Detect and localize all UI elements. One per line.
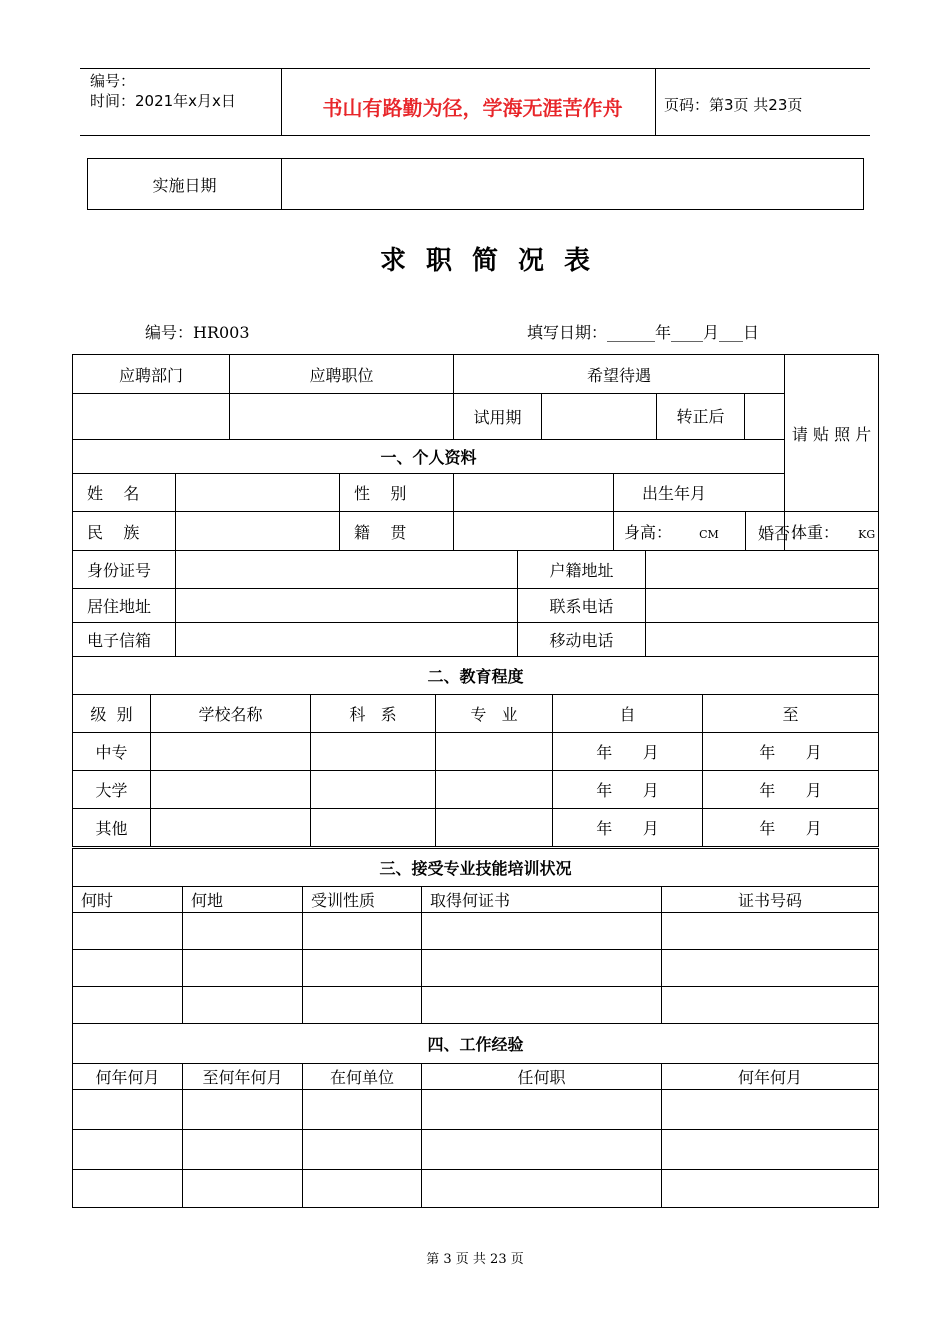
mobile-label: 移动电话 <box>518 623 646 657</box>
email-label: 电子信箱 <box>73 623 176 657</box>
work-cell[interactable] <box>183 1130 303 1170</box>
form-number: 编号：HR003 <box>145 323 250 342</box>
edu-major[interactable] <box>436 771 553 809</box>
photo-box: 请 贴 照 片 <box>785 355 879 512</box>
work-header-from: 何年何月 <box>73 1064 183 1090</box>
education-table <box>72 656 879 847</box>
impl-date-table <box>87 158 864 210</box>
height-unit: CM <box>699 527 719 541</box>
table-row <box>73 913 879 950</box>
regular-cell[interactable] <box>657 394 785 440</box>
edu-level: 中专 <box>73 733 151 771</box>
native-label: 籍 贯 <box>340 512 454 551</box>
table-row <box>73 1090 879 1130</box>
hukou-value[interactable] <box>646 551 879 589</box>
ethnic-label: 民 族 <box>73 512 176 551</box>
header-bottom-line <box>80 135 870 136</box>
impl-date-value[interactable] <box>282 159 864 210</box>
table-row <box>73 950 879 987</box>
section-training-heading: 三、接受专业技能培训状况 <box>73 849 879 887</box>
table-row <box>73 987 879 1024</box>
work-cell[interactable] <box>662 1130 879 1170</box>
train-header-when: 何时 <box>73 887 183 913</box>
trial-label: 试用期 <box>454 394 542 440</box>
height-label: 身高： <box>624 522 673 542</box>
edu-dept[interactable] <box>311 809 436 847</box>
gender-value[interactable] <box>454 474 614 512</box>
regular-label: 转正后 <box>657 394 745 439</box>
header-motto: 书山有路勤为径，学海无涯苦作舟 <box>322 96 623 120</box>
gender-label: 性 别 <box>340 474 454 512</box>
birth-label <box>614 474 785 512</box>
id-label: 身份证号 <box>73 551 176 589</box>
address-value[interactable] <box>176 589 518 623</box>
edu-to[interactable]: 年 月 <box>703 809 879 847</box>
work-cell[interactable] <box>73 1170 183 1208</box>
train-cell[interactable] <box>422 913 662 950</box>
header-top-line <box>80 68 870 69</box>
page-footer: 第 3 页 共 23 页 <box>426 1252 524 1267</box>
edu-header-school: 学校名称 <box>151 695 311 733</box>
work-cell[interactable] <box>662 1170 879 1208</box>
email-value[interactable] <box>176 623 518 657</box>
header-divider-2 <box>655 68 656 136</box>
contact-table <box>72 550 879 657</box>
train-cell[interactable] <box>422 987 662 1024</box>
edu-from[interactable]: 年 月 <box>553 733 703 771</box>
apply-position-value[interactable] <box>230 394 454 440</box>
train-header-certno: 证书号码 <box>662 887 879 913</box>
section-work-heading: 四、工作经验 <box>73 1024 879 1064</box>
married-label: 婚否： <box>758 524 807 543</box>
apply-position-label: 应聘职位 <box>230 355 454 394</box>
work-cell[interactable] <box>183 1170 303 1208</box>
train-cell[interactable] <box>183 950 303 987</box>
edu-major[interactable] <box>436 733 553 771</box>
work-cell[interactable] <box>73 1090 183 1130</box>
header-time: 时间：2021年x月x日 <box>90 92 236 110</box>
train-cell[interactable] <box>303 987 422 1024</box>
regular-value[interactable] <box>745 394 784 439</box>
apply-salary-label: 希望待遇 <box>454 355 785 394</box>
edu-school[interactable] <box>151 771 311 809</box>
table-row <box>73 733 879 771</box>
fill-date: 填写日期：______年____月___日 <box>527 323 760 342</box>
work-cell[interactable] <box>183 1090 303 1130</box>
edu-header-to: 至 <box>703 695 879 733</box>
edu-header-level: 级 别 <box>73 695 151 733</box>
training-table <box>72 848 879 1024</box>
header-divider-1 <box>281 68 282 136</box>
edu-level: 其他 <box>73 809 151 847</box>
train-cell[interactable] <box>73 987 183 1024</box>
train-cell[interactable] <box>662 950 879 987</box>
edu-dept[interactable] <box>311 771 436 809</box>
apply-dept-label: 应聘部门 <box>73 355 230 394</box>
ethnic-value[interactable] <box>176 512 340 551</box>
phone-label: 联系电话 <box>518 589 646 623</box>
edu-to[interactable]: 年 月 <box>703 733 879 771</box>
section-personal-heading: 一、个人资料 <box>73 440 785 474</box>
edu-header-major: 专 业 <box>436 695 553 733</box>
table-row <box>73 1130 879 1170</box>
phone-value[interactable] <box>646 589 879 623</box>
train-cell[interactable] <box>303 913 422 950</box>
work-header-to: 至何年何月 <box>183 1064 303 1090</box>
native-value[interactable] <box>454 512 614 551</box>
work-table <box>72 1023 879 1208</box>
train-cell[interactable] <box>73 950 183 987</box>
work-cell[interactable] <box>422 1090 662 1130</box>
edu-header-from: 自 <box>553 695 703 733</box>
id-value[interactable] <box>176 551 518 589</box>
header-page: 页码：第3页 共23页 <box>664 96 803 114</box>
work-cell[interactable] <box>422 1170 662 1208</box>
birth-text: 出生年月 <box>642 484 707 503</box>
edu-from[interactable]: 年 月 <box>553 771 703 809</box>
weight-unit: KG <box>858 527 876 541</box>
edu-dept[interactable] <box>311 733 436 771</box>
edu-header-dept: 科 系 <box>311 695 436 733</box>
table-row <box>73 771 879 809</box>
train-cell[interactable] <box>183 913 303 950</box>
married-divider <box>745 512 746 550</box>
impl-date-label: 实施日期 <box>88 159 282 210</box>
address-label: 居住地址 <box>73 589 176 623</box>
work-cell[interactable] <box>73 1130 183 1170</box>
mobile-value[interactable] <box>646 623 879 657</box>
train-header-type: 受训性质 <box>303 887 422 913</box>
work-cell[interactable] <box>303 1090 422 1130</box>
work-cell[interactable] <box>303 1130 422 1170</box>
edu-school[interactable] <box>151 733 311 771</box>
edu-from[interactable]: 年 月 <box>553 809 703 847</box>
section-education-heading: 二、教育程度 <box>73 657 879 695</box>
train-cell[interactable] <box>183 987 303 1024</box>
edu-to[interactable]: 年 月 <box>703 771 879 809</box>
name-label: 姓 名 <box>73 474 176 512</box>
train-header-cert: 取得何证书 <box>422 887 662 913</box>
work-cell[interactable] <box>662 1090 879 1130</box>
edu-major[interactable] <box>436 809 553 847</box>
work-cell[interactable] <box>303 1170 422 1208</box>
work-header-title: 任何职 <box>422 1064 662 1090</box>
header-number: 编号： <box>90 72 136 90</box>
hukou-label: 户籍地址 <box>518 551 646 589</box>
table-row <box>73 1170 879 1208</box>
edu-school[interactable] <box>151 809 311 847</box>
name-value[interactable] <box>176 474 340 512</box>
work-cell[interactable] <box>422 1130 662 1170</box>
train-cell[interactable] <box>422 950 662 987</box>
edu-level: 大学 <box>73 771 151 809</box>
work-header-company: 在何单位 <box>303 1064 422 1090</box>
train-header-where: 何地 <box>183 887 303 913</box>
weight-label: 体重： <box>791 522 840 542</box>
train-cell[interactable] <box>73 913 183 950</box>
work-header-date: 何年何月 <box>662 1064 879 1090</box>
page-title: 求职简况表 <box>379 246 610 276</box>
trial-value[interactable] <box>542 394 657 440</box>
train-cell[interactable] <box>662 987 879 1024</box>
train-cell[interactable] <box>303 950 422 987</box>
train-cell[interactable] <box>662 913 879 950</box>
table-row <box>73 809 879 847</box>
apply-dept-value[interactable] <box>73 394 230 440</box>
